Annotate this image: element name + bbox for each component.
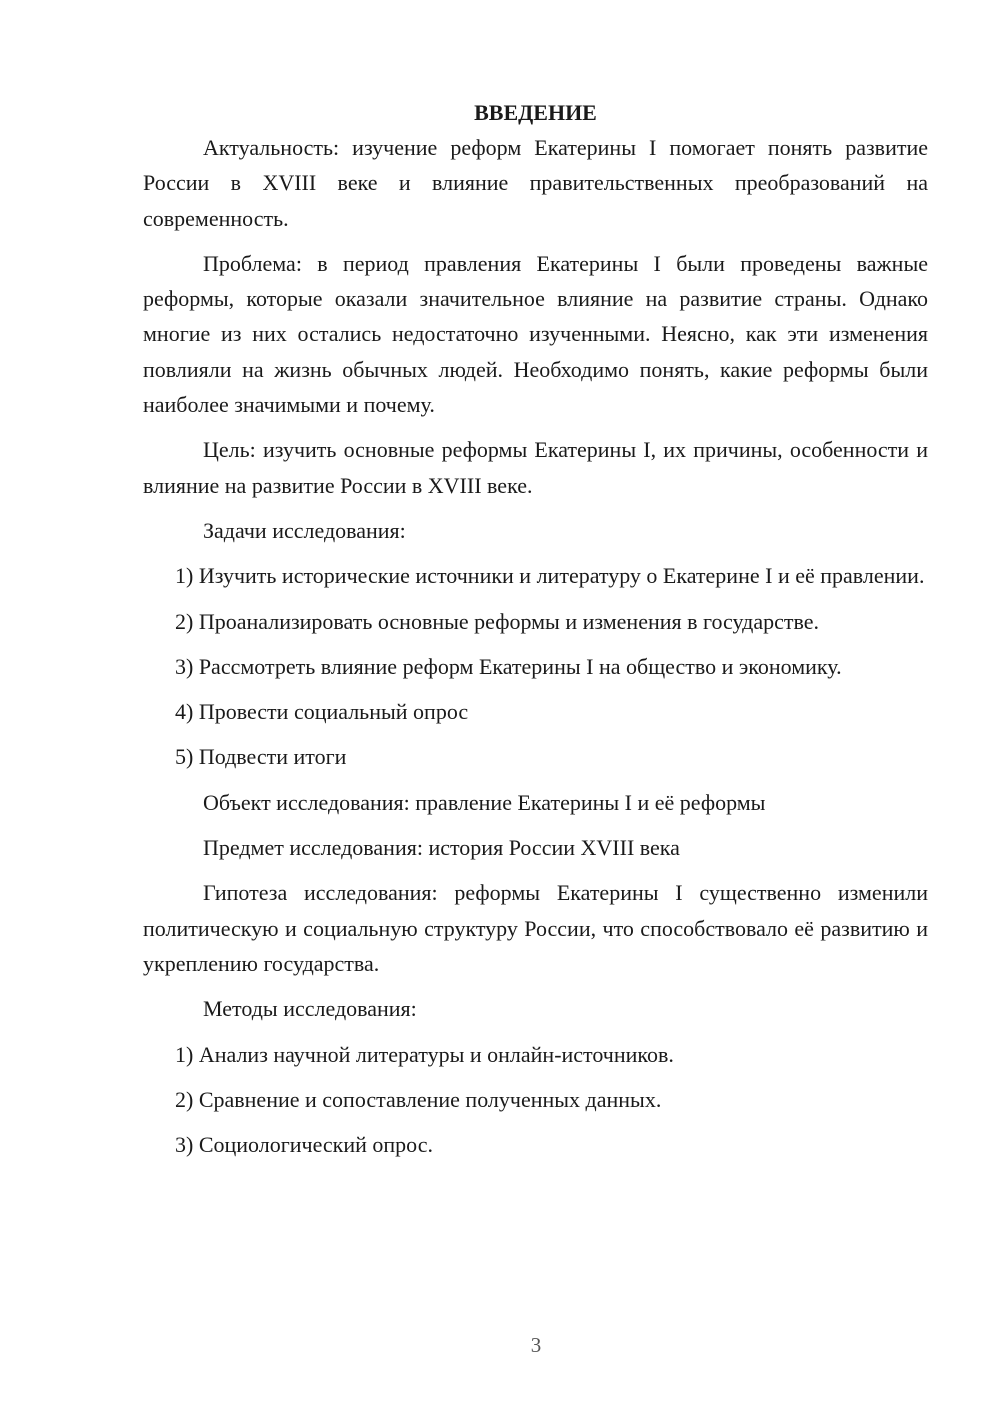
subject-paragraph: Предмет исследования: история России XVIII века <box>203 835 680 861</box>
method-item-2: 2) Сравнение и сопоставление полученных данных. <box>175 1086 662 1112</box>
method-item-1: 1) Анализ научной литературы и онлайн-источников. <box>175 1041 674 1067</box>
page-number: 3 <box>530 1333 542 1357</box>
relevance-paragraph: Актуальность: изучение реформ Екатерины I помогает понять развитие России в XVIII веке и влияние правительственных преобразований на современность. <box>143 135 928 231</box>
object-paragraph: Объект исследования: правление Екатерины I и её реформы <box>203 789 766 815</box>
task-item-5: 5) Подвести итоги <box>175 744 347 770</box>
task-item-4: 4) Провести социальный опрос <box>175 699 469 725</box>
problem-paragraph: Проблема: в период правления Екатерины I были проведены важные реформы, которые оказали значительное влияние на развитие страны. Однако многие из них остались недостаточно изученными. Неясно, как эти изменения повлияли на жизнь обычных людей. Необходимо понять, какие реформы были наиболее значимыми и почему. <box>143 250 928 418</box>
task-item-3: 3) Рассмотреть влияние реформ Екатерины I на общество и экономику. <box>175 653 842 679</box>
document-page <box>143 95 928 1162</box>
hypothesis-paragraph: Гипотеза исследования: реформы Екатерины I существенно изменили политическую и социальную структуру России, что способствовало её развитию и укреплению государства. <box>143 880 928 976</box>
task-item-2: 2) Проанализировать основные реформы и изменения в государстве. <box>175 608 819 634</box>
task-item-1: 1) Изучить исторические источники и литературу о Екатерине I и её правлении. <box>175 563 925 589</box>
tasks-heading: Задачи исследования: <box>203 517 406 543</box>
page-title: ВВЕДЕНИЕ <box>474 100 597 125</box>
methods-heading: Методы исследования: <box>203 996 417 1022</box>
goal-paragraph: Цель: изучить основные реформы Екатерины I, их причины, особенности и влияние на развитие России в XVIII веке. <box>143 437 928 498</box>
method-item-3: 3) Социологический опрос. <box>175 1132 433 1158</box>
